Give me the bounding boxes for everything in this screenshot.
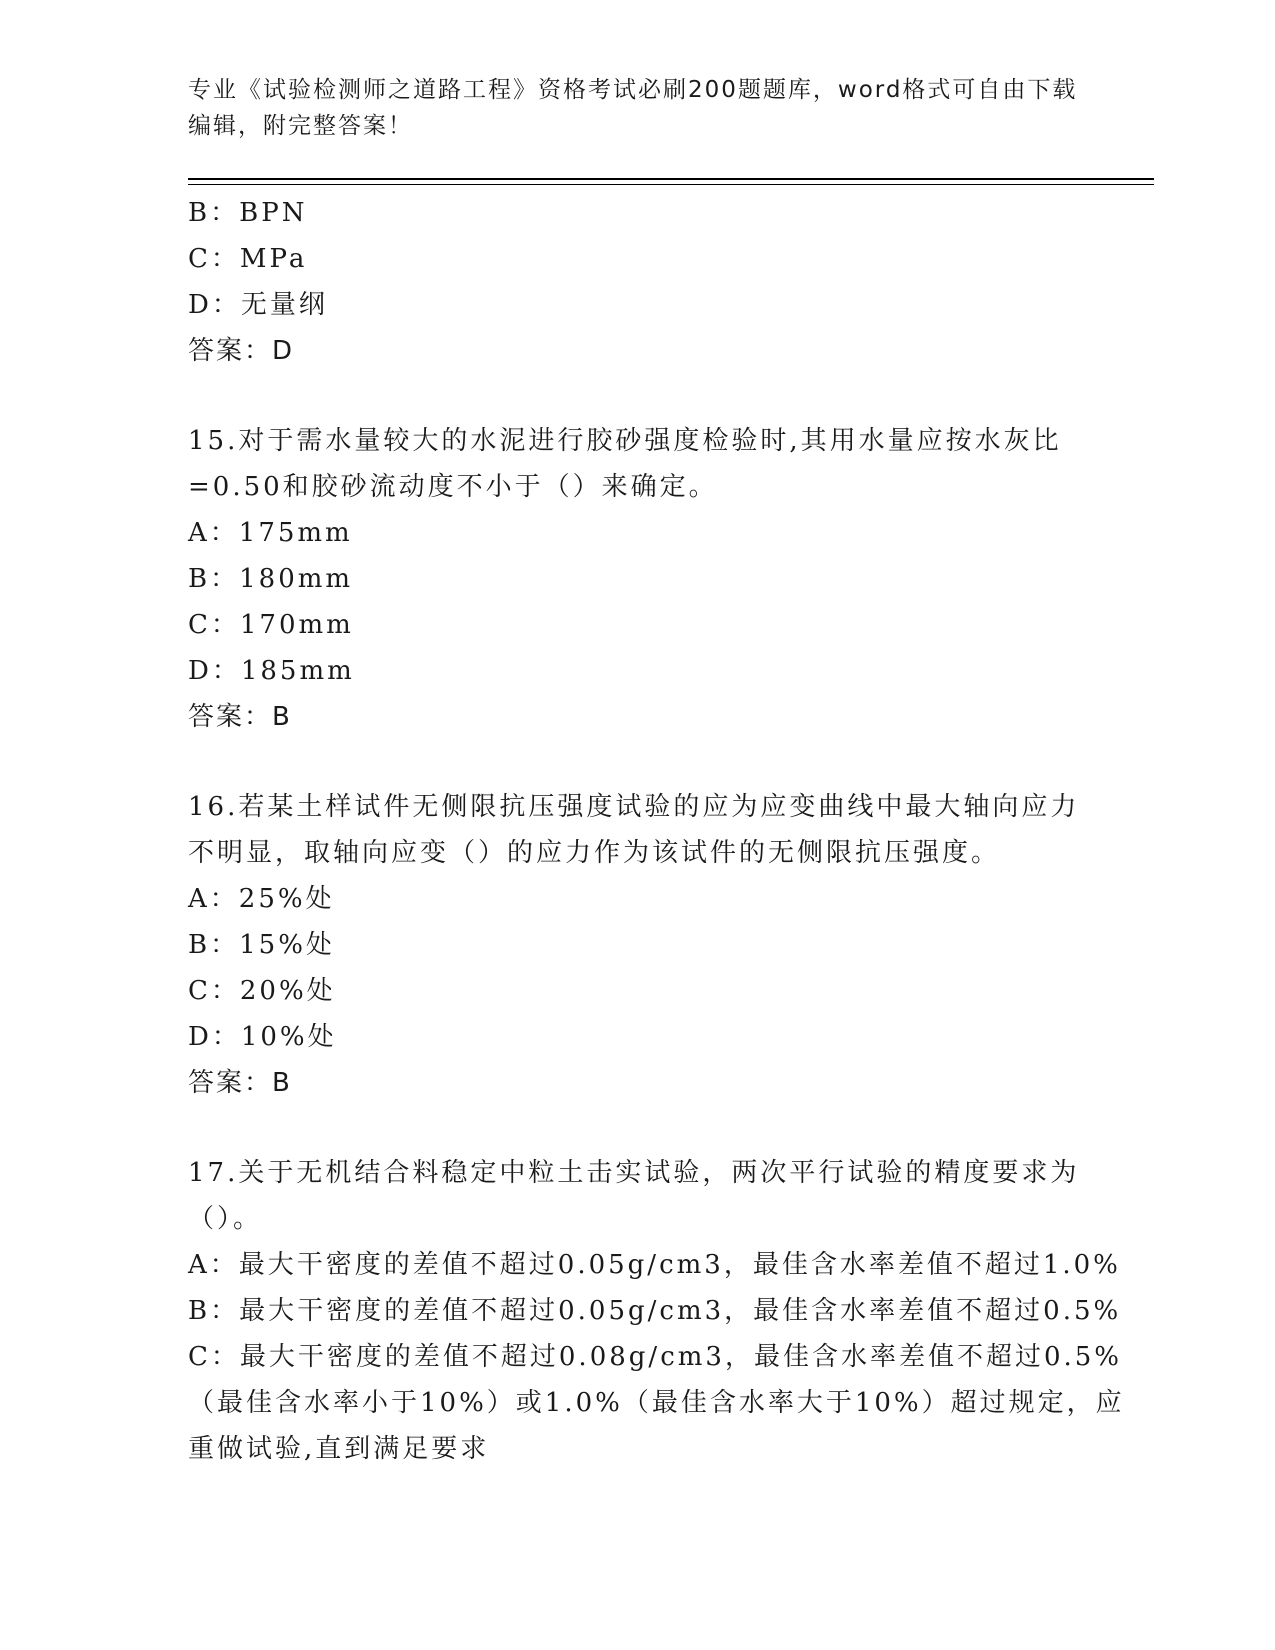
q16-option-d: D：10%处 xyxy=(188,1022,337,1052)
q14-answer: 答案：D xyxy=(188,336,295,366)
q15-stem-line-1: 15.对于需水量较大的水泥进行胶砂强度检验时,其用水量应按水灰比 xyxy=(188,426,1062,456)
q16-stem-line-2: 不明显，取轴向应变（）的应力作为该试件的无侧限抗压强度。 xyxy=(188,838,1001,868)
q16-option-a: A：25%处 xyxy=(188,884,335,914)
q17-option-c-continued-2: 重做试验,直到满足要求 xyxy=(188,1434,490,1464)
q15-option-d: D：185mm xyxy=(188,656,355,686)
q15-option-b: B：180mm xyxy=(188,564,354,594)
question-content xyxy=(188,190,1125,1472)
q17-option-c-continued-1: （最佳含水率小于10%）或1.0%（最佳含水率大于10%）超过规定，应 xyxy=(188,1388,1125,1418)
q15-option-a: A：175mm xyxy=(188,518,353,548)
q17-option-c: C：最大干密度的差值不超过0.08g/cm3，最佳含水率差值不超过0.5% xyxy=(188,1342,1122,1372)
q14-option-b: B：BPN xyxy=(188,198,308,228)
q14-option-d: D：无量纲 xyxy=(188,290,328,320)
q17-option-a: A：最大干密度的差值不超过0.05g/cm3，最佳含水率差值不超过1.0% xyxy=(188,1250,1121,1280)
q17-option-b: B：最大干密度的差值不超过0.05g/cm3，最佳含水率差值不超过0.5% xyxy=(188,1296,1122,1326)
q16-answer: 答案：B xyxy=(188,1068,292,1098)
q15-answer: 答案：B xyxy=(188,702,292,732)
q16-option-b: B：15%处 xyxy=(188,930,335,960)
q15-option-c: C：170mm xyxy=(188,610,354,640)
q15-stem-line-2: =0.50和胶砂流动度不小于（）来确定。 xyxy=(188,472,718,502)
document-header xyxy=(188,72,1088,144)
q14-option-c: C：MPa xyxy=(188,244,308,274)
header-title-line-2: 编辑，附完整答案！ xyxy=(188,113,413,139)
header-divider-thin xyxy=(188,184,1154,185)
header-divider xyxy=(188,178,1154,180)
q17-stem-line-2: （）。 xyxy=(188,1204,263,1234)
q16-stem-line-1: 16.若某土样试件无侧限抗压强度试验的应为应变曲线中最大轴向应力 xyxy=(188,792,1080,822)
q16-option-c: C：20%处 xyxy=(188,976,336,1006)
q17-stem-line-1: 17.关于无机结合料稳定中粒土击实试验，两次平行试验的精度要求为 xyxy=(188,1158,1080,1188)
header-title-line-1: 专业《试验检测师之道路工程》资格考试必刷200题题库，word格式可自由下载 xyxy=(188,77,1078,103)
